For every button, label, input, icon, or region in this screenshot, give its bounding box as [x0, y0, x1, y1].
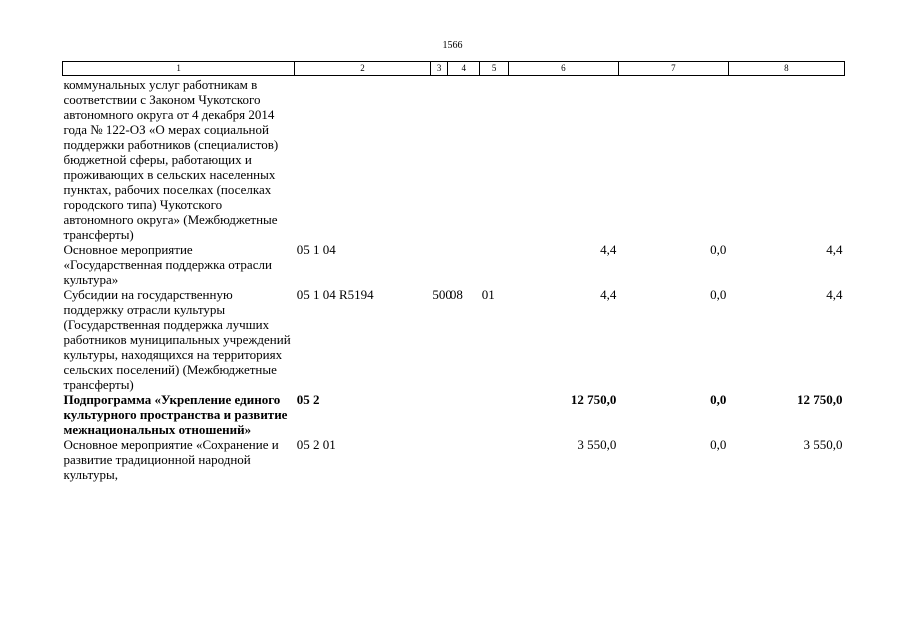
row-col4-cell [448, 392, 480, 437]
row-value7-cell: 0,0 [710, 287, 727, 302]
row-value6-cell: 3 550,0 [577, 437, 617, 452]
row-col4-cell: 08 [449, 287, 463, 302]
row-col4-cell [448, 242, 480, 287]
row-col5-cell [480, 242, 509, 287]
row-value8-cell: 4,4 [826, 287, 843, 302]
row-col5-cell [480, 76, 509, 243]
table-row [63, 287, 845, 392]
row-value7-cell: 0,0 [710, 437, 727, 452]
row-value8-cell: 3 550,0 [803, 437, 843, 452]
row-col4-cell [448, 437, 480, 482]
row-value6-cell [508, 76, 618, 243]
column-header-4: 4 [448, 62, 480, 76]
row-value7-cell: 0,0 [710, 242, 727, 257]
row-value7-cell [618, 76, 728, 243]
row-col3-cell [430, 76, 447, 243]
row-value6-cell: 4,4 [600, 242, 617, 257]
row-value8-cell [728, 76, 844, 243]
row-col5-cell [480, 437, 509, 482]
row-col5-cell: 01 [481, 287, 495, 302]
row-code-cell: 05 1 04 R5194 [296, 287, 374, 302]
row-name-cell: Подпрограмма «Укрепление единого культурного пространства и развитие межнациональных отношений» [63, 392, 288, 437]
row-col5-cell [480, 392, 509, 437]
row-value8-cell: 12 750,0 [797, 392, 843, 407]
column-header-6: 6 [508, 62, 618, 76]
row-value6-cell: 4,4 [600, 287, 617, 302]
row-value6-cell: 12 750,0 [570, 392, 617, 407]
row-name-cell: Основное мероприятие «Сохранение и развитие традиционной народной культуры, [63, 437, 279, 482]
row-col3-cell [430, 392, 447, 437]
budget-table [62, 61, 845, 482]
row-code-cell: 05 2 01 [296, 437, 336, 452]
column-header-1: 1 [63, 62, 295, 76]
row-code-cell [295, 76, 431, 243]
row-name-cell: Основное мероприятие «Государственная поддержка отрасли культура» [63, 242, 272, 287]
row-code-cell: 05 1 04 [296, 242, 336, 257]
column-header-8: 8 [728, 62, 844, 76]
table-row-subprogram [63, 392, 845, 437]
table-row [63, 76, 845, 243]
table-row [63, 437, 845, 482]
row-code-cell: 05 2 [296, 392, 320, 407]
column-header-2: 2 [295, 62, 431, 76]
row-value7-cell: 0,0 [710, 392, 727, 407]
row-col3-cell [430, 437, 447, 482]
row-value8-cell: 4,4 [826, 242, 843, 257]
column-header-7: 7 [618, 62, 728, 76]
table-row [63, 242, 845, 287]
row-col4-cell [448, 76, 480, 243]
row-col3-cell: 500 [432, 287, 452, 302]
row-col3-cell [430, 242, 447, 287]
page-number: 1566 [442, 40, 463, 51]
column-header-3: 3 [430, 62, 447, 76]
row-name-cell: Субсидии на государственную поддержку отрасли культуры (Государственная поддержка лучших работников муниципальных учреждений культуры, находящихся на территориях сельских поселений) (Межбюджетные трансферты) [63, 287, 291, 392]
table-header-row [63, 62, 845, 76]
column-header-5: 5 [480, 62, 509, 76]
row-name-cell: коммунальных услуг работникам в соответствии с Законом Чукотского автономного округа от 4 декабря 2014 года № 122-ОЗ «О мерах социальной поддержки работников (специалистов) бюджетной сферы, работающих и проживающих в сельских населенных пунктах, рабочих поселках (поселках городского типа) Чукотского автономного округа» (Межбюджетные трансферты) [63, 77, 279, 242]
